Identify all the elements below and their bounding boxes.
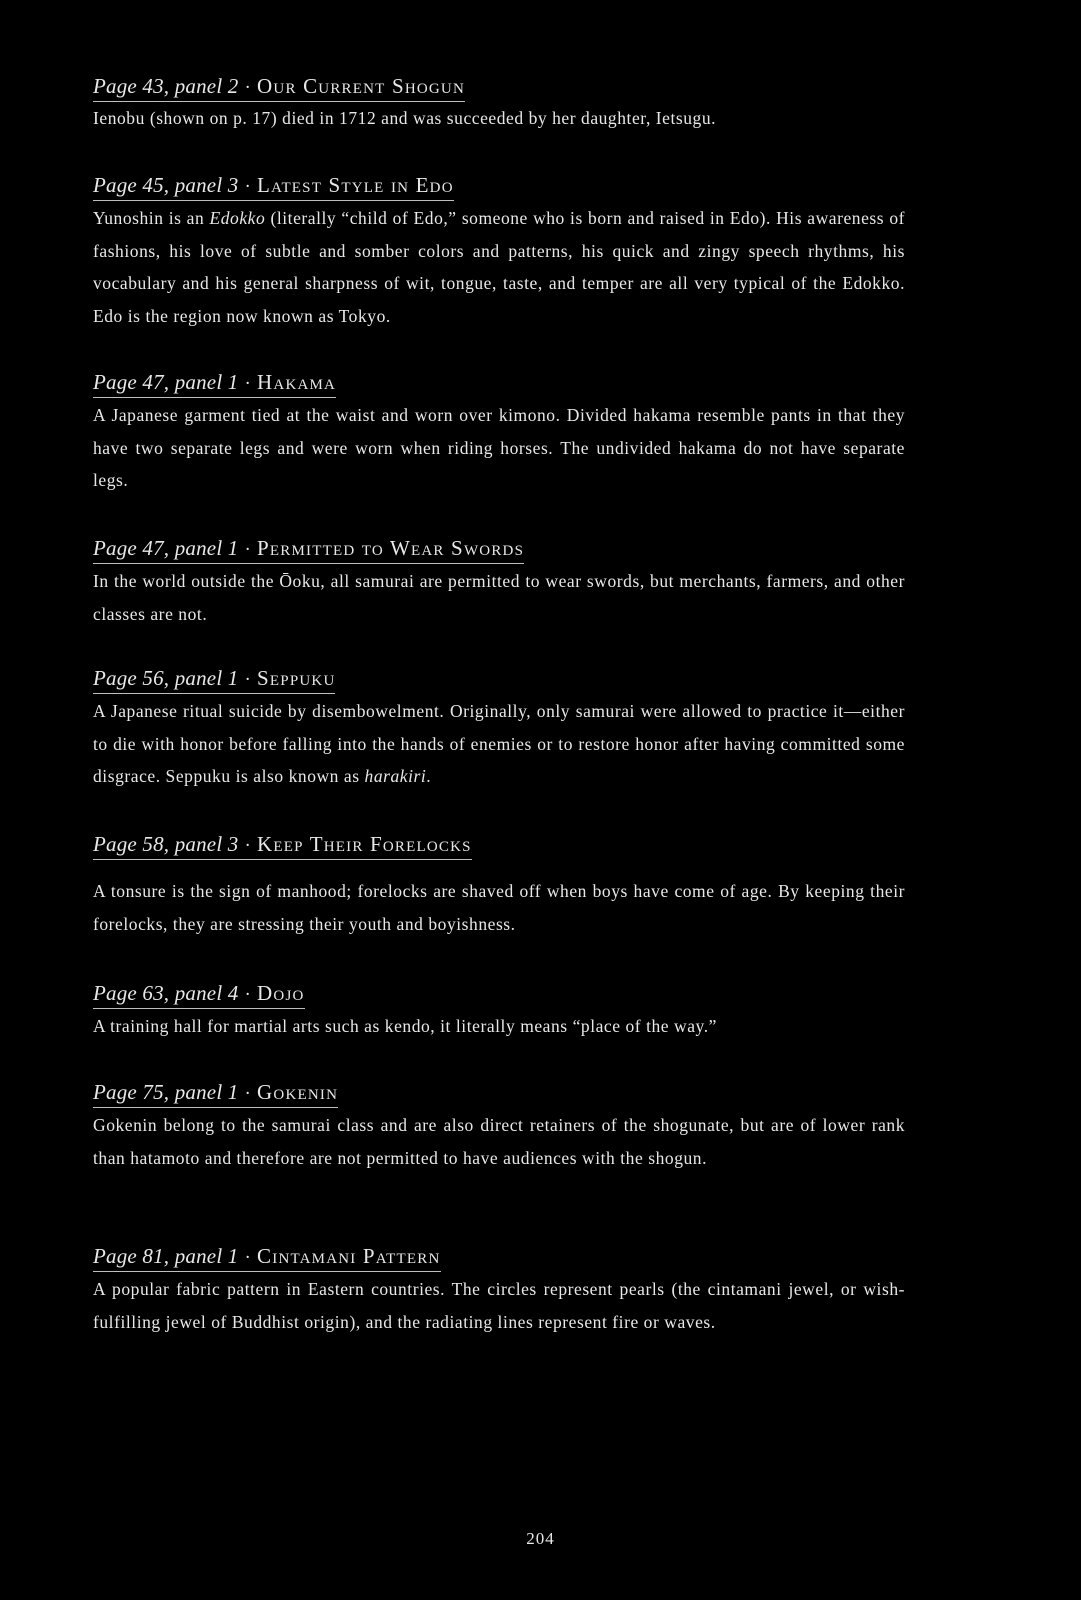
entry-heading: [93, 1244, 441, 1272]
body-emphasis: harakiri: [364, 766, 427, 786]
entry-term: Gokenin: [257, 1080, 339, 1104]
page-number: 204: [526, 1529, 555, 1548]
entry-body: A tonsure is the sign of manhood; forelocks are shaved off when boys have come of age. By keeping their forelocks, they are stressing their youth and boyishness.: [93, 881, 905, 934]
entry-heading: [93, 74, 465, 102]
entry-body: A training hall for martial arts such as kendo, it literally means “place of the way.”: [93, 1016, 717, 1036]
entry-heading: [93, 173, 454, 201]
entry-page-ref: Page 47, panel 1: [93, 536, 239, 560]
entry-heading: [93, 1080, 338, 1108]
entry-heading: [93, 832, 472, 860]
entry-page-ref: Page 63, panel 4: [93, 981, 239, 1005]
entry-page-ref: Page 45, panel 3: [93, 173, 239, 197]
body-emphasis: Edokko: [209, 208, 266, 228]
entry-heading: [93, 666, 335, 694]
body-text: A Japanese ritual suicide by disembowelment. Originally, only samurai were allowed to practice it—either to die with honor before falling into the hands of enemies or to restore honor after having committed some disgrace. Seppuku is also known as: [93, 701, 905, 786]
body-text: .: [426, 766, 432, 786]
entry-term: Keep Their Forelocks: [257, 832, 472, 856]
heading-separator: ·: [244, 835, 252, 856]
glossary-entry: [93, 981, 905, 1043]
heading-separator: ·: [244, 984, 252, 1005]
entry-page-ref: Page 58, panel 3: [93, 832, 239, 856]
entry-heading: [93, 370, 336, 398]
entry-page-ref: Page 81, panel 1: [93, 1244, 239, 1268]
entry-body: Gokenin belong to the samurai class and are also direct retainers of the shogunate, but are of lower rank than hatamoto and therefore are not permitted to have audiences with the shogun.: [93, 1115, 905, 1168]
glossary-entry: [93, 370, 905, 497]
heading-separator: ·: [244, 669, 252, 690]
entry-term: Hakama: [257, 370, 337, 394]
entry-heading: [93, 536, 524, 564]
heading-separator: ·: [244, 77, 252, 98]
body-text: Yunoshin is an: [93, 208, 210, 228]
heading-separator: ·: [244, 1247, 252, 1268]
entry-body: A popular fabric pattern in Eastern countries. The circles represent pearls (the cintamani jewel, or wish-fulfilling jewel of Buddhist origin), and the radiating lines represent fire or waves.: [93, 1279, 905, 1332]
entry-body: [93, 202, 905, 332]
glossary-entry: [93, 832, 905, 940]
entry-body: Ienobu (shown on p. 17) died in 1712 and was succeeded by her daughter, Ietsugu.: [93, 108, 717, 128]
entry-page-ref: Page 43, panel 2: [93, 74, 239, 98]
entry-body: [93, 695, 905, 793]
entry-heading: [93, 981, 305, 1009]
heading-separator: ·: [244, 176, 252, 197]
entry-term: Permitted to Wear Swords: [257, 536, 525, 560]
glossary-entry: [93, 74, 905, 135]
glossary-entry: [93, 173, 905, 332]
heading-separator: ·: [244, 373, 252, 394]
heading-separator: ·: [244, 539, 252, 560]
entry-term: Latest Style in Edo: [257, 173, 454, 197]
glossary-entry: [93, 1080, 905, 1174]
entry-term: Dojo: [257, 981, 305, 1005]
entry-term: Our Current Shogun: [257, 74, 465, 98]
entry-page-ref: Page 56, panel 1: [93, 666, 239, 690]
glossary-entry: [93, 536, 905, 630]
entry-body: In the world outside the Ōoku, all samurai are permitted to wear swords, but merchants, farmers, and other classes are not.: [93, 571, 905, 624]
entry-body: A Japanese garment tied at the waist and worn over kimono. Divided hakama resemble pants in that they have two separate legs and were worn when riding horses. The undivided hakama do not have separate legs.: [93, 405, 905, 490]
glossary-entry: [93, 1244, 905, 1338]
entry-term: Cintamani Pattern: [257, 1244, 441, 1268]
heading-separator: ·: [244, 1083, 252, 1104]
entry-term: Seppuku: [257, 666, 336, 690]
body-text: (literally “child of Edo,” someone who is born and raised in Edo). His awareness of fashions, his love of subtle and somber colors and patterns, his quick and zingy speech rhythms, his vocabulary and his general sharpness of wit, tongue, taste, and temper are all very typical of the Edokko. Edo is the region now known as Tokyo.: [93, 208, 906, 326]
entry-page-ref: Page 47, panel 1: [93, 370, 239, 394]
glossary-entry: [93, 666, 905, 793]
entry-page-ref: Page 75, panel 1: [93, 1080, 239, 1104]
